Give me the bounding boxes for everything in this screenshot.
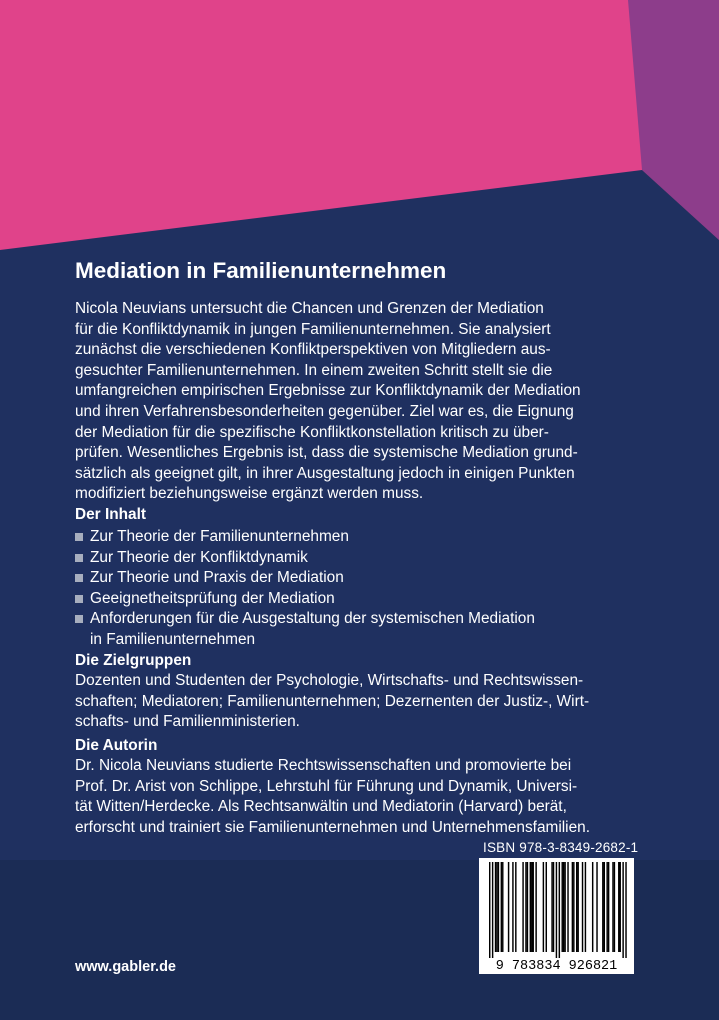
barcode-bar bbox=[489, 862, 490, 958]
barcode-bar bbox=[564, 862, 565, 952]
list-item bbox=[75, 527, 635, 548]
intro-line: für die Konfliktdynamik in jungen Familienunternehmen. Sie analysiert bbox=[75, 320, 551, 338]
intro-line: der Mediation für die spezifische Konfliktkonstellation kritisch zu über- bbox=[75, 423, 549, 441]
isbn-text: ISBN 978-3-8349-2682-1 bbox=[483, 840, 639, 855]
barcode-bar bbox=[495, 862, 496, 952]
zielgruppen-line: Dozenten und Studenten der Psychologie, Wirtschafts- und Rechtswissen- bbox=[75, 672, 584, 689]
barcode-bar bbox=[622, 862, 623, 958]
list-item bbox=[75, 609, 635, 650]
intro-line: Nicola Neuvians untersucht die Chancen und Grenzen der Mediation bbox=[75, 300, 544, 317]
list-item-text: Geeignetheitsprüfung der Mediation bbox=[90, 589, 335, 607]
barcode-bar bbox=[625, 862, 626, 958]
website-link[interactable]: www.gabler.de bbox=[75, 959, 176, 975]
barcode-bar bbox=[618, 862, 619, 952]
barcode-bar bbox=[512, 862, 513, 952]
barcode-bar bbox=[551, 862, 552, 952]
barcode bbox=[479, 858, 634, 974]
barcode-bar bbox=[533, 862, 534, 952]
barcode-bar bbox=[501, 862, 502, 952]
barcode-bar bbox=[553, 862, 554, 952]
list-item bbox=[75, 568, 635, 589]
barcode-bar bbox=[614, 862, 615, 952]
autorin-line: erforscht und trainiert sie Familienunternehmen und Unternehmensfamilien. bbox=[75, 818, 590, 836]
autorin-line: Prof. Dr. Arist von Schlippe, Lehrstuhl für Führung und Dynamik, Universi- bbox=[75, 777, 578, 795]
barcode-bar bbox=[602, 862, 603, 952]
barcode-bar bbox=[577, 862, 578, 952]
barcode-digits: 9 783834 926821 bbox=[495, 959, 618, 974]
barcode-bar bbox=[531, 862, 532, 952]
list-item-text: in Familienunternehmen bbox=[90, 630, 256, 648]
intro-line: modifiziert beziehungsweise ergänzt werden muss. bbox=[75, 485, 424, 503]
barcode-bar bbox=[546, 862, 547, 952]
list-item bbox=[75, 589, 635, 610]
barcode-bars bbox=[479, 858, 634, 974]
barcode-bar bbox=[502, 862, 503, 952]
intro-paragraph bbox=[75, 299, 635, 505]
barcode-bar bbox=[572, 862, 573, 952]
barcode-bar bbox=[620, 862, 621, 952]
barcode-bar bbox=[559, 862, 560, 958]
list-item bbox=[75, 548, 635, 569]
barcode-bar bbox=[525, 862, 526, 952]
barcode-bar bbox=[606, 862, 607, 952]
barcode-bar bbox=[573, 862, 574, 952]
barcode-bar bbox=[522, 862, 523, 952]
list-item-text: Zur Theorie und Praxis der Mediation bbox=[90, 569, 344, 587]
barcode-bar bbox=[530, 862, 531, 952]
barcode-bar bbox=[498, 862, 499, 952]
intro-line: sätzlich als geeignet gilt, in ihrer Ausgestaltung jedoch in einigen Punkten bbox=[75, 464, 575, 482]
zielgruppen-line: schaften; Mediatoren; Familienunternehmen; Dezernenten der Justiz-, Wirt- bbox=[75, 692, 590, 710]
zielgruppen-line: schafts- und Familienministerien. bbox=[75, 713, 300, 731]
barcode-bar bbox=[527, 862, 528, 952]
barcode-bar bbox=[563, 862, 564, 952]
list-item-text: Zur Theorie der Konfliktdynamik bbox=[90, 548, 308, 566]
square-bullet-icon bbox=[75, 615, 83, 623]
barcode-bar bbox=[608, 862, 609, 952]
barcode-bar bbox=[543, 862, 544, 952]
square-bullet-icon bbox=[75, 554, 83, 562]
book-title: Mediation in Familienunternehmen bbox=[75, 258, 447, 283]
barcode-bar bbox=[585, 862, 586, 952]
square-bullet-icon bbox=[75, 595, 83, 603]
autorin-paragraph bbox=[75, 756, 635, 838]
intro-line: und ihren Verfahrensbesonderheiten gegenüber. Ziel war es, die Eignung bbox=[75, 402, 574, 420]
intro-line: zunächst die verschiedenen Konfliktperspektiven von Mitgliedern aus- bbox=[75, 341, 551, 359]
barcode-bar bbox=[592, 862, 593, 952]
autorin-heading: Die Autorin bbox=[75, 737, 158, 754]
barcode-bar bbox=[515, 862, 516, 952]
barcode-bar bbox=[576, 862, 577, 952]
barcode-bar bbox=[492, 862, 493, 958]
zielgruppen-paragraph bbox=[75, 671, 635, 733]
square-bullet-icon bbox=[75, 574, 83, 582]
barcode-bar bbox=[562, 862, 563, 952]
inhalt-heading: Der Inhalt bbox=[75, 506, 146, 523]
inhalt-list bbox=[75, 527, 635, 651]
intro-line: umfangreichen empirischen Ergebnisse zur Konfliktdynamik der Mediation bbox=[75, 382, 581, 400]
barcode-bar bbox=[508, 862, 509, 952]
autorin-line: tät Witten/Herdecke. Als Rechtsanwältin und Mediatorin (Harvard) berät, bbox=[75, 798, 567, 816]
barcode-bar bbox=[604, 862, 605, 952]
barcode-bar bbox=[596, 862, 597, 952]
intro-line: prüfen. Wesentliches Ergebnis ist, dass die systemische Mediation grund- bbox=[75, 444, 578, 462]
barcode-bar bbox=[582, 862, 583, 952]
barcode-bar bbox=[556, 862, 557, 958]
barcode-bar bbox=[496, 862, 497, 952]
zielgruppen-heading: Die Zielgruppen bbox=[75, 652, 192, 669]
square-bullet-icon bbox=[75, 533, 83, 541]
barcode-bar bbox=[612, 862, 613, 952]
list-item-text: Anforderungen für die Ausgestaltung der systemischen Mediation bbox=[90, 610, 535, 628]
barcode-bar bbox=[567, 862, 568, 952]
autorin-line: Dr. Nicola Neuvians studierte Rechtswissenschaften und promovierte bei bbox=[75, 757, 572, 774]
list-item-text: Zur Theorie der Familienunternehmen bbox=[90, 528, 349, 545]
intro-line: gesuchter Familienunternehmen. In einem zweiten Schritt stellt sie die bbox=[75, 361, 553, 379]
barcode-bar bbox=[535, 862, 536, 952]
